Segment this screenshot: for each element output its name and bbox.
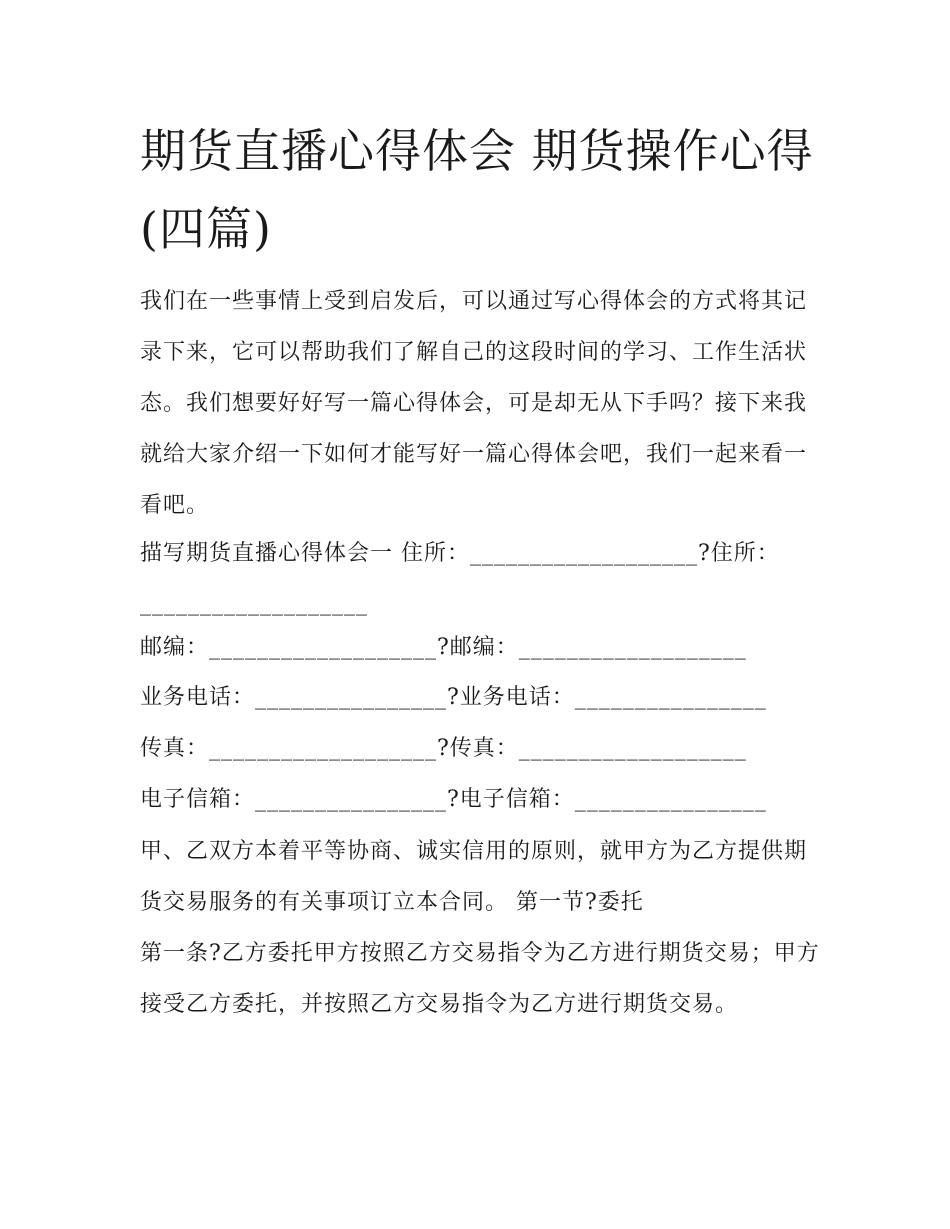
form-line-address-continued: ___________________: [140, 591, 368, 616]
form-line-email: 电子信箱：________________?电子信箱：________________: [140, 787, 767, 812]
intro-paragraph: 我们在一些事情上受到启发后，可以通过写心得体会的方式将其记录下来，它可以帮助我们了解自己的这段时间的学习、工作生活状态。我们想要好好写一篇心得体会，可是却无从下手吗？接下来我就给大家介绍一下如何才能写好一篇心得体会吧，我们一起来看一看吧。: [140, 289, 808, 518]
document-title: 期货直播心得体会 期货操作心得(四篇): [140, 124, 814, 256]
form-line-address: 描写期货直播心得体会一 住所：___________________?住所：: [140, 541, 780, 566]
form-line-postcode: 邮编：___________________?邮编：___________________: [140, 635, 747, 660]
contract-paragraph-2: 第一条?乙方委托甲方按照乙方交易指令为乙方进行期货交易；甲方接受乙方委托，并按照乙方交易指令为乙方进行期货交易。: [140, 941, 820, 1017]
form-line-fax: 传真：___________________?传真：___________________: [140, 736, 747, 761]
form-line-business-phone: 业务电话：________________?业务电话：________________: [140, 685, 767, 710]
contract-paragraph-1: 甲、乙双方本着平等协商、诚实信用的原则，就甲方为乙方提供期货交易服务的有关事项订立本合同。 第一节?委托: [140, 839, 808, 915]
